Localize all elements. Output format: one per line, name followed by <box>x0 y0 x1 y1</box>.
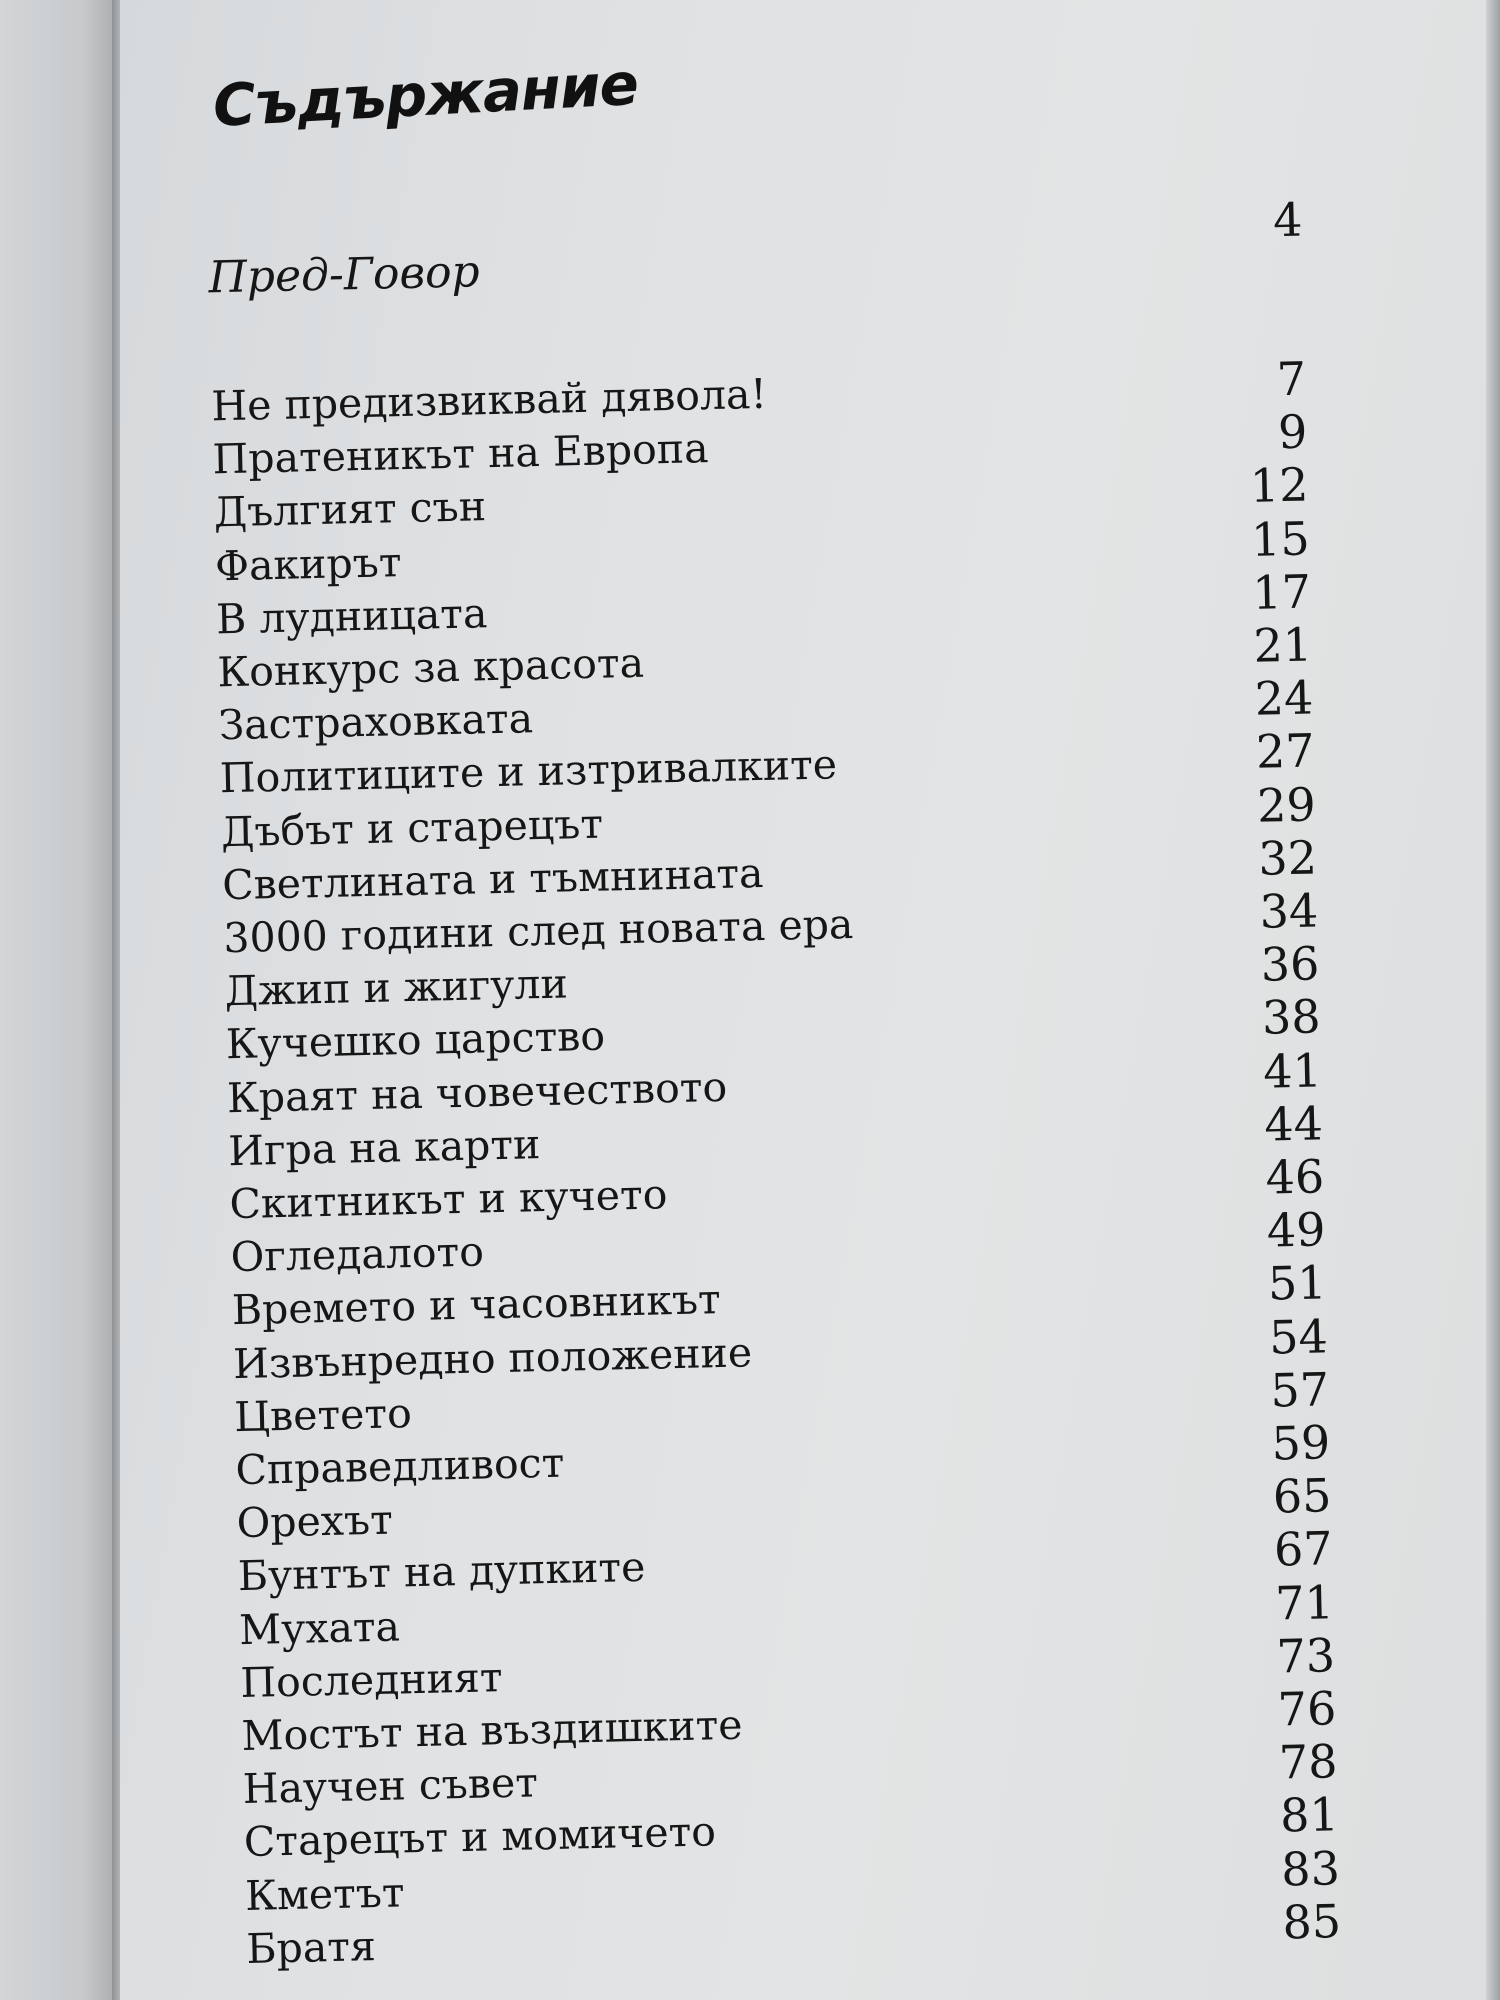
toc-entry-page: 4 <box>1272 192 1304 248</box>
toc-entry-title: Застраховката <box>218 694 534 750</box>
toc-entry-page: 15 <box>1250 511 1311 567</box>
left-page-edge <box>0 0 118 2000</box>
toc-entry-page: 59 <box>1271 1415 1331 1471</box>
toc-entry-title: Огледалото <box>230 1227 485 1282</box>
toc-entry-page: 46 <box>1265 1149 1325 1205</box>
toc-entry-page: 32 <box>1257 830 1318 886</box>
toc-entry-title: Извънредно положение <box>232 1327 753 1388</box>
toc-entry-page: 73 <box>1275 1628 1336 1684</box>
right-page-edge <box>1486 0 1500 2000</box>
toc-entry-page: 83 <box>1280 1840 1341 1897</box>
toc-entry-title: Пред-Говор <box>207 246 481 304</box>
toc-entry-title: Конкурс за красота <box>216 638 645 697</box>
toc-entry-title: Дългият сън <box>213 482 487 537</box>
toc-entry-title: Времето и часовникът <box>231 1275 722 1335</box>
toc-entry-title: В лудницата <box>215 588 488 644</box>
toc-entry-title: Цветето <box>233 1388 413 1441</box>
toc-entry-title: Игра на карти <box>227 1119 541 1175</box>
toc-entry-title: Мухата <box>238 1602 401 1654</box>
toc-entry-title: Пратеникът на Европа <box>212 424 710 484</box>
table-of-contents <box>120 0 1500 2000</box>
toc-entry-title: Политиците и изтривалките <box>219 740 838 803</box>
toc-entry-page: 12 <box>1249 457 1310 514</box>
toc-entry-title: Светлината и тъмнината <box>221 848 764 910</box>
toc-entry-title: Факирът <box>214 537 402 590</box>
toc-entry-title: Джип и жигули <box>224 959 569 1016</box>
toc-entry-page: 81 <box>1279 1787 1340 1843</box>
toc-entry-page: 29 <box>1256 777 1317 833</box>
toc-entry-title: Орехът <box>236 1495 394 1548</box>
toc-entry-page: 51 <box>1267 1255 1328 1312</box>
toc-entry-title: Братя <box>245 1921 377 1973</box>
toc-entry-page: 54 <box>1268 1308 1329 1365</box>
toc-entry-preface <box>207 192 1304 304</box>
toc-entry-page: 57 <box>1269 1362 1330 1418</box>
toc-entry-title: Мостът на въздишките <box>241 1700 744 1761</box>
toc-entry-page: 34 <box>1258 883 1319 939</box>
toc-entry-title: Не предизвиквай дявола! <box>210 369 768 431</box>
toc-entry-page: 65 <box>1272 1468 1333 1524</box>
toc-entry-page: 44 <box>1263 1096 1324 1152</box>
toc-entry-title: Краят на човечеството <box>226 1062 728 1122</box>
contents-page <box>120 0 1500 2000</box>
toc-entry-page: 7 <box>1276 351 1307 407</box>
toc-entry-title: Кметът <box>244 1867 406 1920</box>
toc-entry-page: 85 <box>1281 1893 1342 1950</box>
toc-entry-page: 78 <box>1278 1734 1339 1790</box>
toc-entry-title: Скитникът и кучето <box>228 1170 668 1229</box>
toc-entry-title: Последният <box>239 1652 504 1707</box>
toc-entry-title: Научен съвет <box>242 1758 539 1814</box>
toc-entry-page: 9 <box>1277 404 1308 460</box>
toc-entry-title: Бунтът на дупките <box>237 1543 646 1601</box>
toc-entry-page: 17 <box>1251 564 1312 620</box>
toc-entry-page: 71 <box>1274 1574 1335 1631</box>
toc-entry-page: 49 <box>1266 1202 1326 1258</box>
page-title: Съдържание <box>211 49 640 140</box>
toc-entry-page: 24 <box>1254 670 1314 726</box>
toc-entry-page: 41 <box>1262 1042 1323 1099</box>
toc-entry-title: Дъбът и старецът <box>220 799 604 856</box>
toc-entry-page: 36 <box>1260 936 1320 992</box>
toc-entry-page: 38 <box>1261 989 1322 1046</box>
toc-entry-title: 3000 години след новата ера <box>222 899 854 963</box>
toc-entry-title: Старецът и момичето <box>243 1807 717 1867</box>
toc-entry-page: 21 <box>1252 617 1313 673</box>
toc-entry-title: Кучешко царство <box>225 1012 606 1069</box>
toc-entry-title: Справедливост <box>234 1438 565 1495</box>
toc-entry-page: 27 <box>1255 723 1316 780</box>
toc-entry-page: 67 <box>1273 1521 1334 1577</box>
toc-entry-page: 76 <box>1277 1681 1337 1737</box>
